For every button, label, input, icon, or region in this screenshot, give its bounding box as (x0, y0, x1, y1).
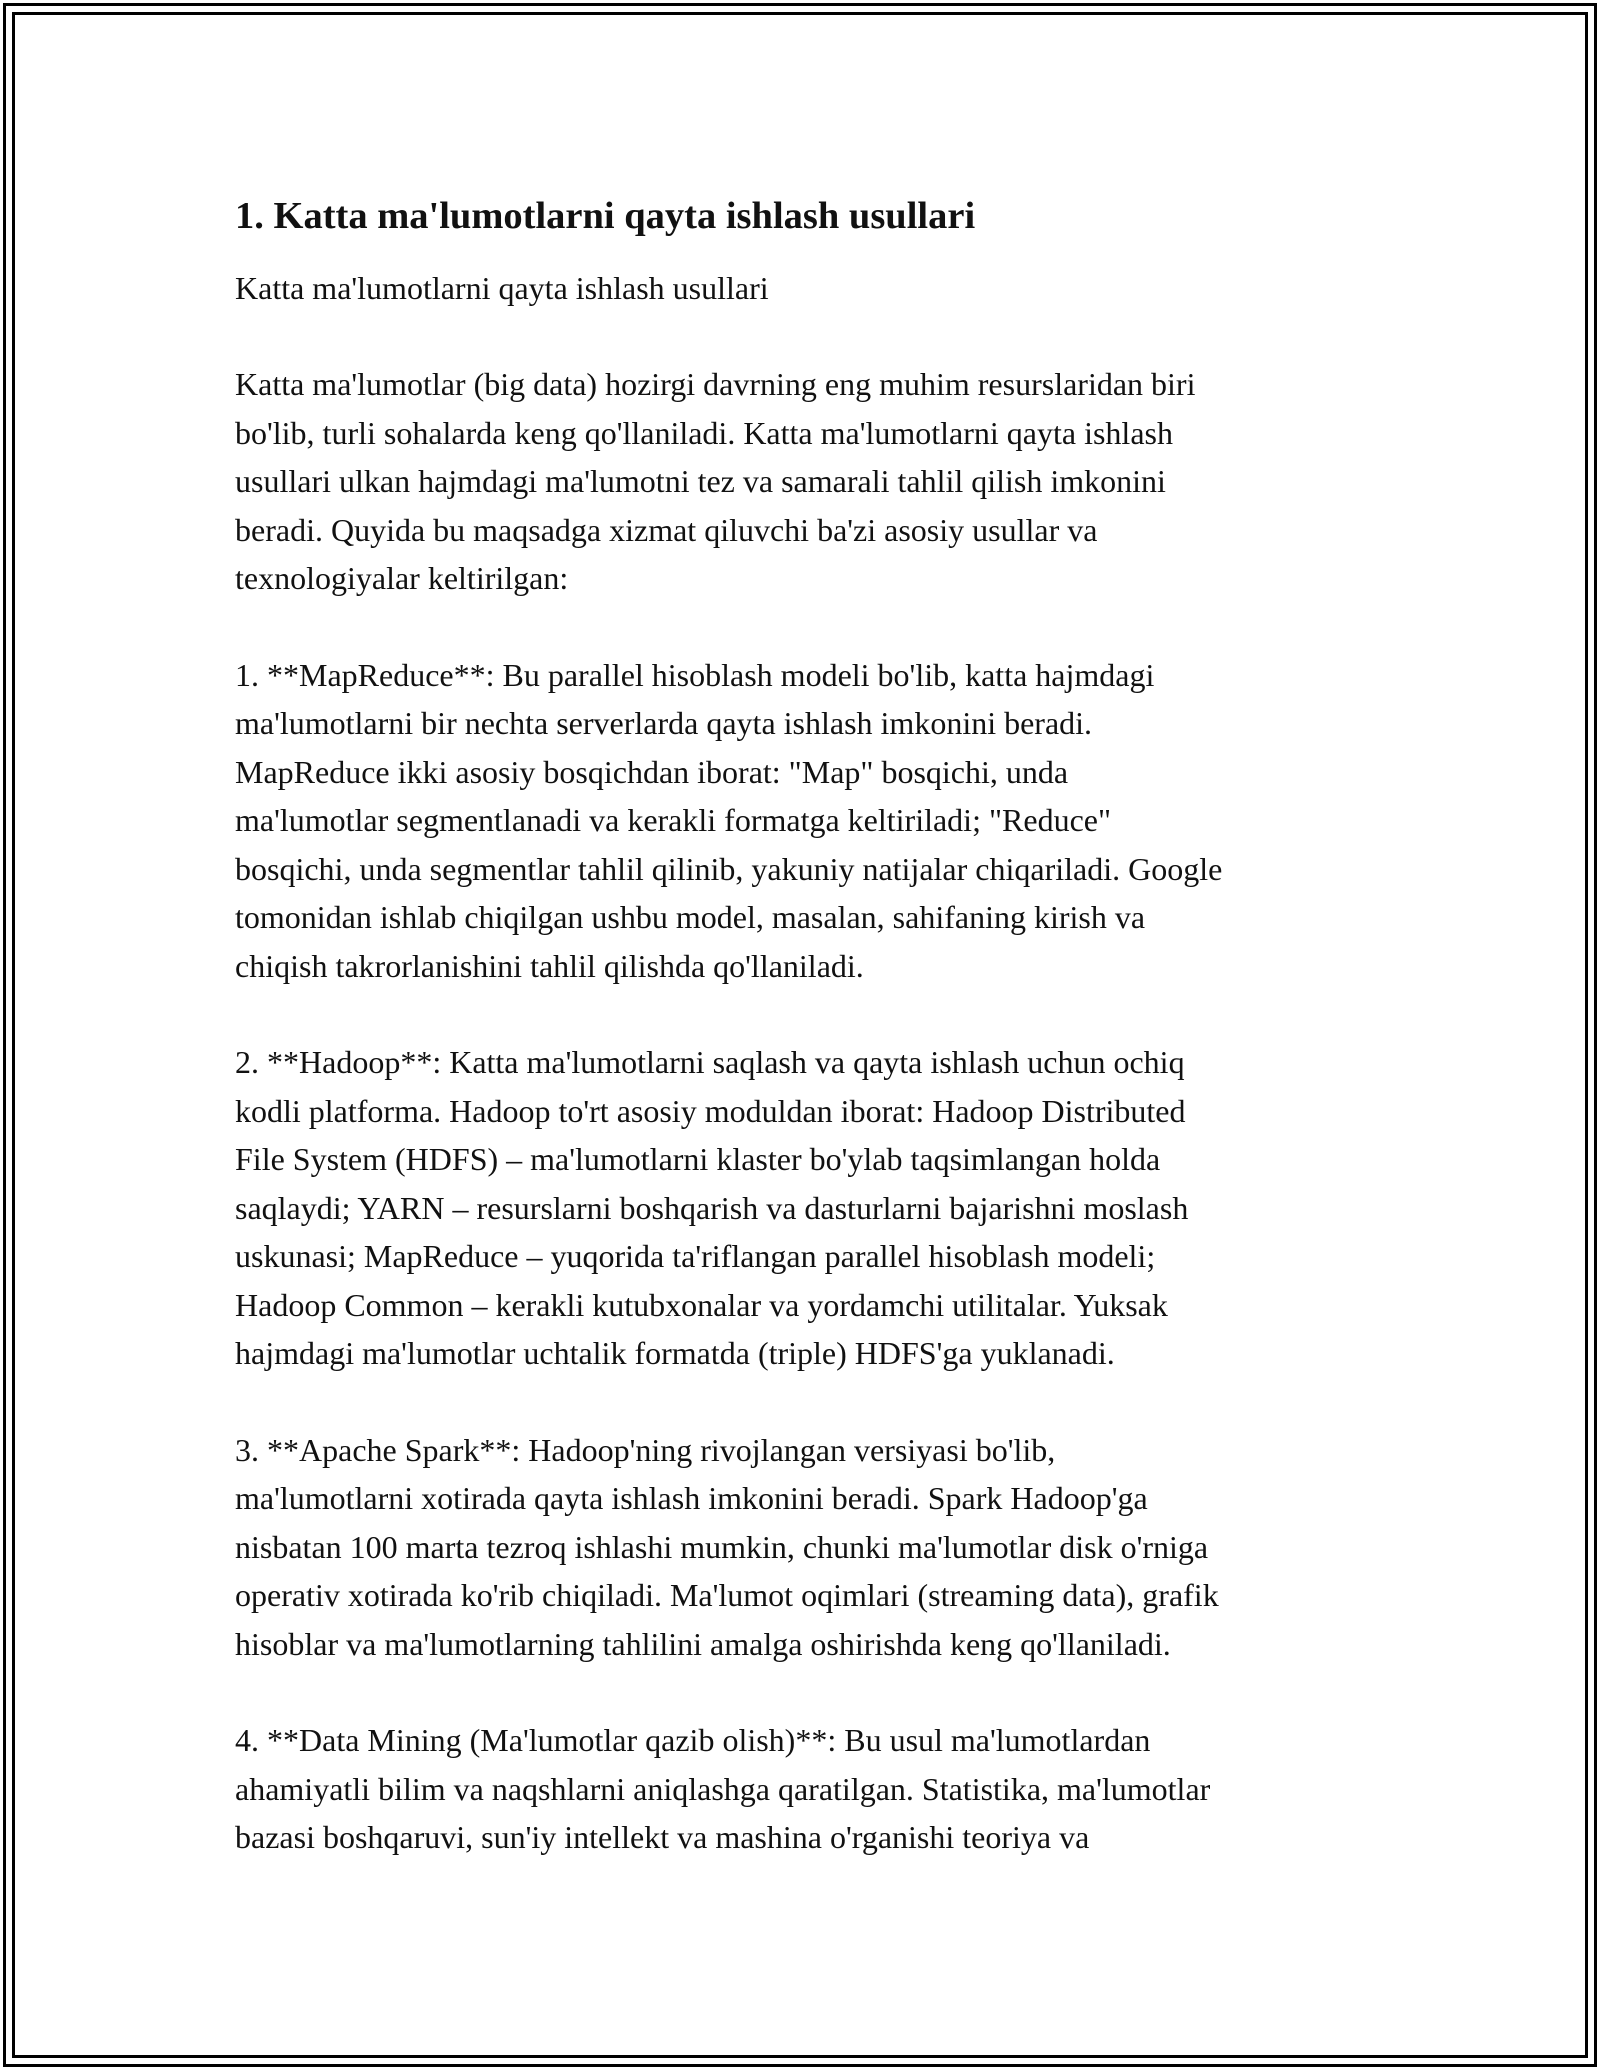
spark-paragraph: 3. **Apache Spark**: Hadoop'ning rivojlangan versiyasi bo'lib, ma'lumotlarni xotirada qayta ishlash imkonini beradi. Spark Hadoop'ga nisbatan 100 marta tezroq ishlashi mumkin, chunki ma'lumotlar disk o'rniga operativ xotirada ko'rib chiqiladi. Ma'lumot oqimlari (streaming data), grafik hisoblar va ma'lumotlarning tahlilini amalga oshirishda keng qo'llaniladi. (235, 1431, 1219, 1662)
document-subtitle: Katta ma'lumotlarni qayta ishlash usullari (235, 270, 769, 306)
document-title: 1. Katta ma'lumotlarni qayta ishlash usullari (235, 195, 976, 237)
document-body (235, 188, 1375, 1862)
hadoop-paragraph: 2. **Hadoop**: Katta ma'lumotlarni saqlash va qayta ishlash uchun ochiq kodli platforma. Hadoop to'rt asosiy moduldan iborat: Hadoop Distributed File System (HDFS) – ma'lumotlarni klaster bo'ylab taqsimlangan holda saqlaydi; YARN – resurslarni boshqarish va dasturlarni bajarishni moslash uskunasi; MapReduce – yuqorida ta'riflangan parallel hisoblash modeli; Hadoop Common – kerakli kutubxonalar va yordamchi utilitalar. Yuksak hajmdagi ma'lumotlar uchtalik formatda (triple) HDFS'ga yuklanadi. (235, 1044, 1189, 1371)
data-mining-paragraph: 4. **Data Mining (Ma'lumotlar qazib olish)**: Bu usul ma'lumotlardan ahamiyatli bilim va naqshlarni aniqlashga qaratilgan. Statistika, ma'lumotlar bazasi boshqaruvi, sun'iy intellekt va mashina o'rganishi teoriya va (235, 1722, 1211, 1855)
mapreduce-paragraph: 1. **MapReduce**: Bu parallel hisoblash modeli bo'lib, katta hajmdagi ma'lumotlarni bir nechta serverlarda qayta ishlash imkonini beradi. MapReduce ikki asosiy bosqichdan iborat: "Map" bosqichi, unda ma'lumotlar segmentlanadi va kerakli formatga keltiriladi; "Reduce" bosqichi, unda segmentlar tahlil qilinib, yakuniy natijalar chiqariladi. Google tomonidan ishlab chiqilgan ushbu model, masalan, sahifaning kirish va chiqish takrorlanishini tahlil qilishda qo'llaniladi. (235, 656, 1223, 984)
intro-paragraph: Katta ma'lumotlar (big data) hozirgi davrning eng muhim resurslaridan biri bo'lib, turli sohalarda keng qo'llaniladi. Katta ma'lumotlarni qayta ishlash usullari ulkan hajmdagi ma'lumotni tez va samarali tahlil qilish imkonini beradi. Quyida bu maqsadga xizmat qiluvchi ba'zi asosiy usullar va texnologiyalar keltirilgan: (235, 366, 1196, 596)
